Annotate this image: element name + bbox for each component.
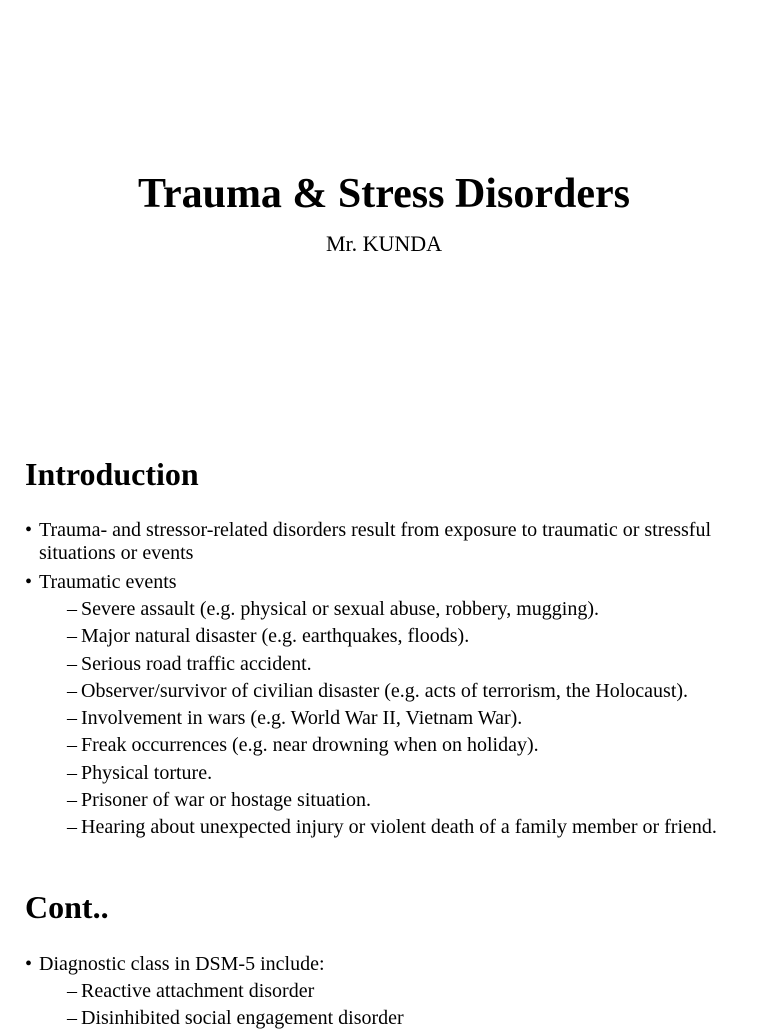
dsm5-sublist bbox=[39, 980, 745, 1030]
list-item bbox=[67, 980, 745, 1003]
list-item bbox=[25, 571, 745, 839]
list-item bbox=[67, 1007, 745, 1030]
introduction-heading: Introduction bbox=[25, 456, 199, 492]
sub-item-text: Involvement in wars (e.g. World War II, Vietnam War). bbox=[81, 707, 523, 730]
sub-item-text: Physical torture. bbox=[81, 761, 213, 784]
sub-item-text: Serious road traffic accident. bbox=[81, 652, 312, 675]
sub-item-text: Observer/survivor of civilian disaster (e.g. acts of terrorism, the Holocaust). bbox=[81, 679, 689, 702]
dash-icon: – bbox=[67, 598, 77, 620]
sub-item-text: Severe assault (e.g. physical or sexual abuse, robbery, mugging). bbox=[81, 598, 599, 620]
dash-icon: – bbox=[67, 1007, 77, 1030]
list-item bbox=[67, 762, 745, 785]
dash-icon: – bbox=[67, 816, 77, 839]
bullet-text: Traumatic events bbox=[39, 571, 177, 593]
list-item bbox=[67, 598, 745, 621]
sub-item-text: Prisoner of war or hostage situation. bbox=[81, 789, 371, 812]
introduction-bullet-list bbox=[25, 519, 745, 845]
bullet-icon: • bbox=[25, 519, 33, 541]
list-item bbox=[67, 789, 745, 812]
slide-title: Trauma & Stress Disorders bbox=[138, 171, 630, 217]
bullet-icon: • bbox=[25, 953, 33, 975]
sub-item-text: Hearing about unexpected injury or violent death of a family member or friend. bbox=[81, 816, 717, 839]
bullet-text: Trauma- and stressor-related disorders result from exposure to traumatic or stressful situations or events bbox=[39, 519, 712, 564]
list-item bbox=[25, 519, 745, 565]
dash-icon: – bbox=[67, 980, 77, 1002]
cont-heading: Cont.. bbox=[25, 889, 109, 925]
dash-icon: – bbox=[67, 734, 77, 757]
sub-item-text: Freak occurrences (e.g. near drowning when on holiday). bbox=[81, 734, 539, 757]
list-item bbox=[25, 953, 745, 1030]
list-item bbox=[67, 707, 745, 730]
dash-icon: – bbox=[67, 625, 77, 648]
list-item bbox=[67, 653, 745, 676]
dash-icon: – bbox=[67, 761, 77, 784]
sub-item-text: Major natural disaster (e.g. earthquakes, floods). bbox=[81, 625, 470, 648]
list-item bbox=[67, 734, 745, 757]
slide-subtitle-author: Mr. KUNDA bbox=[325, 231, 443, 256]
dash-icon: – bbox=[67, 707, 77, 730]
sub-item-text: Reactive attachment disorder bbox=[81, 980, 315, 1002]
bullet-icon: • bbox=[25, 571, 33, 593]
bullet-text: Diagnostic class in DSM-5 include: bbox=[39, 953, 325, 975]
dash-icon: – bbox=[67, 652, 77, 675]
sub-item-text: Disinhibited social engagement disorder bbox=[81, 1007, 404, 1030]
dash-icon: – bbox=[67, 679, 77, 702]
list-item bbox=[67, 816, 745, 839]
dash-icon: – bbox=[67, 789, 77, 812]
traumatic-events-sublist bbox=[39, 598, 745, 839]
list-item bbox=[67, 625, 745, 648]
list-item bbox=[67, 680, 745, 703]
